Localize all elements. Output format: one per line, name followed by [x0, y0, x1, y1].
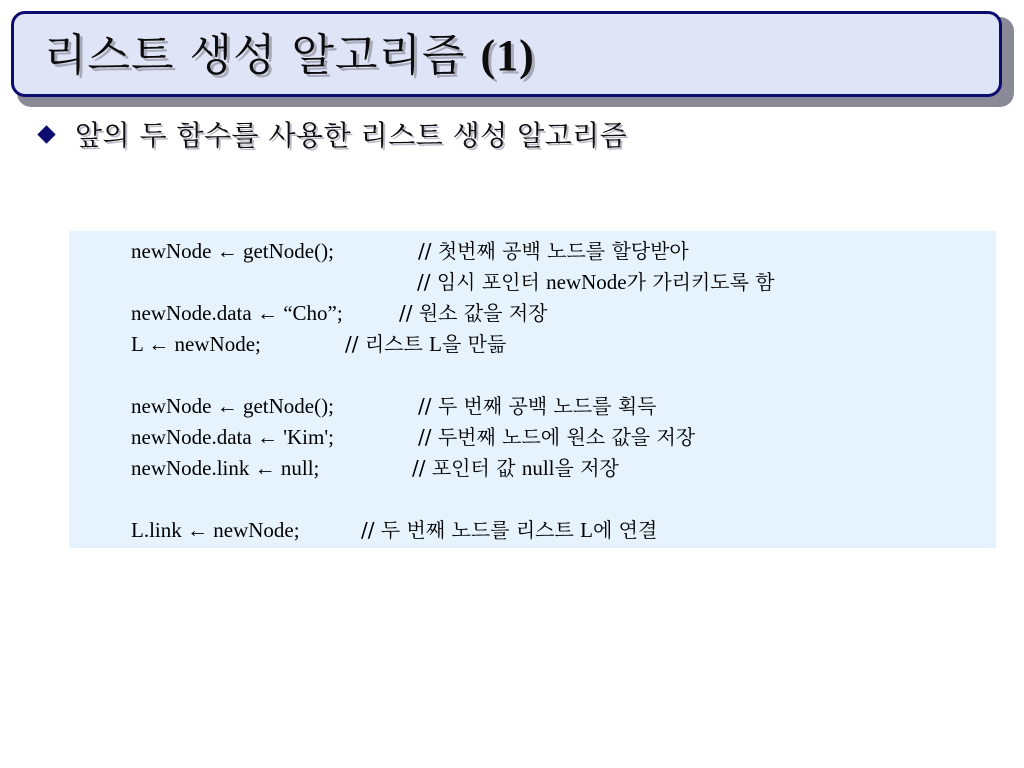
- title-box: [11, 11, 1002, 97]
- code-line: [131, 329, 507, 360]
- code-comment: // 원소 값을 저장: [399, 301, 548, 325]
- code-statement: newNode ← getNode();: [131, 239, 334, 263]
- page-title: [44, 30, 535, 81]
- code-statement: newNode.link ← null;: [131, 456, 320, 480]
- code-comment: // 두 번째 공백 노드를 획득: [418, 394, 657, 418]
- title-main: 리스트 생성 알고리즘: [44, 30, 466, 81]
- code-comment: // 포인터 값 null을 저장: [412, 456, 619, 480]
- code-line: [131, 298, 548, 329]
- diamond-bullet-icon: [37, 125, 55, 143]
- code-box: [69, 231, 996, 548]
- code-statement: newNode.data ← 'Kim';: [131, 425, 334, 449]
- code-comment: // 리스트 L을 만듦: [345, 332, 507, 356]
- code-line: [131, 422, 696, 453]
- code-line: [131, 515, 658, 546]
- code-line: [131, 391, 657, 422]
- bullet-text: 앞의 두 함수를 사용한 리스트 생성 알고리즘: [75, 119, 628, 152]
- code-statement: L ← newNode;: [131, 332, 261, 356]
- title-number: (1): [480, 31, 535, 80]
- code-statement: newNode.data ← “Cho”;: [131, 301, 343, 325]
- code-line: [131, 236, 689, 267]
- code-comment: // 두 번째 노드를 리스트 L에 연결: [361, 518, 658, 542]
- code-comment: // 두번째 노드에 원소 값을 저장: [418, 425, 696, 449]
- bullet-item: [36, 114, 627, 154]
- code-comment: // 첫번째 공백 노드를 할당받아: [418, 239, 689, 263]
- code-statement: newNode ← getNode();: [131, 394, 334, 418]
- code-comment: // 임시 포인터 newNode가 가리키도록 함: [417, 270, 775, 294]
- code-line: [131, 453, 619, 484]
- code-statement: L.link ← newNode;: [131, 518, 300, 542]
